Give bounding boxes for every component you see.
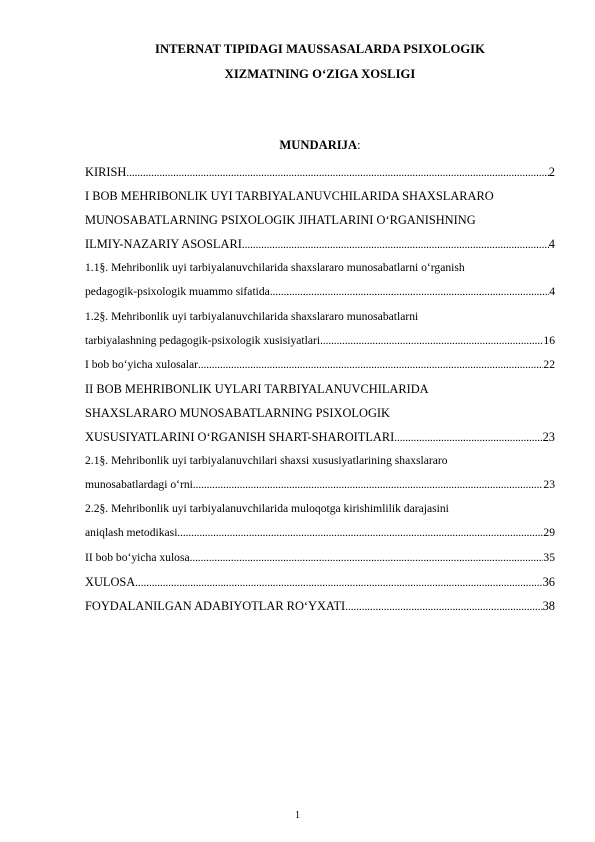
toc-entry-text: pedagogik-psixologik muammo sifatida (85, 285, 270, 299)
toc-page-number: 16 (543, 333, 555, 347)
toc-entry-text: munosabatlardagi o‘rni (85, 478, 193, 492)
toc-entry-text: 2.2§. Mehribonlik uyi tarbiyalanuvchilarida muloqotga kirishimlilik darajasini (85, 502, 449, 516)
toc-leader-dots (135, 571, 542, 594)
toc-entry-chapter-1-line-3[interactable] (85, 232, 555, 256)
toc-entry-text: FOYDALANILGAN ADABIYOTLAR RO‘YXATI (85, 598, 346, 613)
toc-page-number: 35 (543, 550, 555, 564)
toc-entry-chapter-1-line-1[interactable] (85, 184, 555, 208)
toc-leader-dots (270, 280, 549, 304)
toc-page-number: 2 (548, 165, 555, 179)
toc-leader-dots (193, 473, 544, 497)
toc-entry-text: KIRISH (85, 165, 127, 179)
toc-entry-section-1-1-line-2[interactable] (85, 280, 555, 304)
toc-page-number: 23 (543, 478, 555, 492)
contents-heading (85, 138, 555, 153)
toc-entry-text: aniqlash metodikasi (85, 526, 178, 540)
toc-page-number: 38 (542, 598, 555, 613)
toc-leader-dots (177, 521, 543, 545)
toc-entry-text: SHAXSLARARO MUNOSABATLARNING PSIXOLOGIK (85, 405, 390, 420)
toc-entry-section-2-1-line-1[interactable] (85, 449, 555, 473)
toc-entry-text: 1.2§. Mehribonlik uyi tarbiyalanuvchilarida shaxslararo munosabatlarni (85, 309, 419, 323)
toc-entry-chapter-2-line-3[interactable] (85, 425, 555, 449)
toc-entry-section-2-1-line-2[interactable] (85, 473, 555, 497)
toc-entry-chapter-2-conclusion[interactable] (85, 546, 555, 570)
document-title-line-1: INTERNAT TIPIDAGI MAUSSASALARDA PSIXOLOGIK (155, 42, 485, 56)
toc-entry-chapter-2-line-2[interactable] (85, 401, 555, 425)
toc-page-number: 36 (542, 574, 555, 589)
contents-heading-colon: : (357, 138, 361, 152)
toc-page-number: 4 (548, 237, 555, 252)
toc-entry-text: tarbiyalashning pedagogik-psixologik xusisiyatlari (85, 333, 321, 347)
toc-leader-dots (190, 546, 544, 570)
toc-entry-text: I bob bo‘yicha xulosalar (85, 357, 199, 371)
toc-entry-text: MUNOSABATLARNING PSIXOLOGIK JIHATLARINI O‘RGANISHNING (85, 213, 476, 228)
table-of-contents (85, 160, 555, 618)
toc-page-number: 29 (543, 526, 555, 540)
toc-leader-dots (198, 353, 543, 377)
contents-heading-text: MUNDARIJA (279, 138, 358, 152)
toc-entry-references[interactable] (85, 594, 555, 618)
toc-entry-chapter-2-line-1[interactable] (85, 377, 555, 401)
toc-page-number: 4 (549, 285, 555, 299)
toc-entry-xulosa[interactable] (85, 570, 555, 594)
toc-leader-dots (242, 233, 549, 256)
toc-entry-section-2-2-line-1[interactable] (85, 497, 555, 521)
toc-entry-text: II bob bo‘yicha xulosa (85, 550, 190, 564)
toc-entry-text: I BOB MEHRIBONLIK UYI TARBIYALANUVCHILARIDA SHAXSLARARO (85, 189, 494, 204)
toc-leader-dots (394, 426, 542, 449)
toc-entry-text: 1.1§. Mehribonlik uyi tarbiyalanuvchilarida shaxslararo munosabatlarni o‘rganish (85, 261, 465, 275)
toc-entry-section-2-2-line-2[interactable] (85, 521, 555, 545)
toc-entry-text: II BOB MEHRIBONLIK UYLARI TARBIYALANUVCHILARIDA (85, 381, 429, 396)
toc-entry-text: 2.1§. Mehribonlik uyi tarbiyalanuvchilari shaxsi xususiyatlarining shaxslararo (85, 454, 448, 468)
toc-entry-text: XUSUSIYATLARINI O‘RGANISH SHART-SHAROITLARI (85, 430, 395, 445)
toc-entry-section-1-2-line-2[interactable] (85, 329, 555, 353)
toc-leader-dots (345, 595, 542, 618)
toc-entry-kirish[interactable] (85, 160, 555, 184)
toc-leader-dots (320, 329, 543, 353)
document-title-line-2: XIZMATNING O‘ZIGA XOSLIGI (224, 67, 416, 81)
toc-entry-text: ILMIY-NAZARIY ASOSLARI (85, 237, 242, 252)
toc-entry-section-1-2-line-1[interactable] (85, 305, 555, 329)
toc-entry-chapter-1-conclusions[interactable] (85, 353, 555, 377)
toc-entry-chapter-1-line-2[interactable] (85, 208, 555, 232)
toc-leader-dots (126, 161, 548, 184)
toc-entry-text: XULOSA (85, 574, 136, 589)
toc-page-number: 23 (542, 430, 555, 445)
toc-entry-section-1-1-line-1[interactable] (85, 256, 555, 280)
page-number: 1 (295, 810, 300, 821)
toc-page-number: 22 (543, 357, 555, 371)
